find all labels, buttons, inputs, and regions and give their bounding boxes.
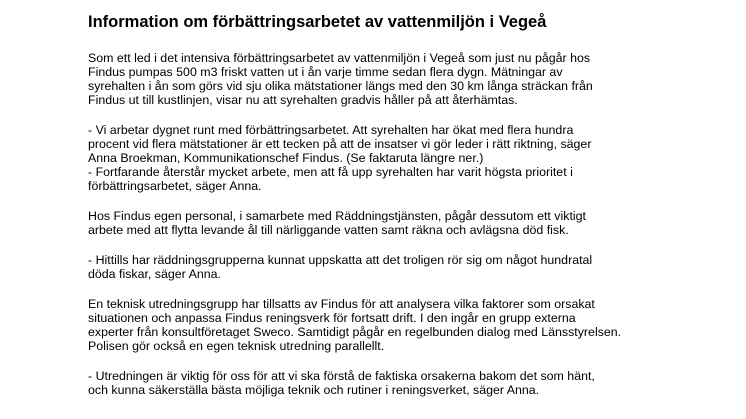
paragraph-investigation-quote (88, 369, 728, 397)
text-line: Som ett led i det intensiva förbättringsarbetet av vattenmiljön i Vegeå som just nu pågår hos (88, 51, 591, 65)
text-line: - Fortfarande återstår mycket arbete, men att få upp syrehalten har varit högsta prioritet i (88, 165, 573, 179)
paragraph-investigation (88, 297, 728, 353)
text-line: - Utredningen är viktig för oss för att vi ska förstå de faktiska orsakerna bakom det som hänt, (88, 369, 595, 383)
text-line: En teknisk utredningsgrupp har tillsatts av Findus för att analysera vilka faktorer som orsakat (88, 297, 595, 311)
text-line: syrehalten i ån som görs vid sju olika mätstationer längs med den 30 km långa sträckan från (88, 79, 593, 93)
text-line: - Hittills har räddningsgrupperna kunnat uppskatta att det troligen rör sig om något hundratal (88, 253, 593, 267)
text-line: Findus ut till kustlinjen, visar nu att syrehalten gradvis håller på att återhämtas. (88, 93, 518, 107)
text-line: procent vid flera mätstationer är ett tecken på att de insatser vi gör leder i rätt riktning, säger (88, 137, 592, 151)
text-line: situationen och anpassa Findus reningsverk för fortsatt drift. I den ingår en grupp externa (88, 311, 576, 325)
document-page (88, 12, 728, 413)
text-line: förbättringsarbetet, säger Anna. (88, 179, 262, 193)
paragraph-staff-work (88, 209, 728, 237)
text-line: experter från konsultföretaget Sweco. Samtidigt pågår en regelbunden dialog med Länsstyrelsen. (88, 325, 622, 339)
text-line: Findus pumpas 500 m3 friskt vatten ut i ån varje timme sedan flera dygn. Mätningar av (88, 65, 563, 79)
paragraph-quote-anna (88, 123, 728, 193)
paragraph-intro (88, 51, 728, 107)
text-line: Polisen gör också en egen teknisk utredning parallellt. (88, 339, 385, 353)
text-line: - Vi arbetar dygnet runt med förbättringsarbetet. Att syrehalten har ökat med flera hundra (88, 123, 574, 137)
text-line: Hos Findus egen personal, i samarbete med Räddningstjänsten, pågår dessutom ett viktigt (88, 209, 586, 223)
text-line: arbete med att flytta levande ål till närliggande vatten samt räkna och avlägsna död fisk. (88, 223, 569, 237)
text-line: döda fiskar, säger Anna. (88, 267, 221, 281)
text-line: och kunna säkerställa bästa möjliga teknik och rutiner i reningsverket, säger Anna. (88, 383, 540, 397)
paragraph-dead-fish (88, 253, 728, 281)
document-title: Information om förbättringsarbetet av vattenmiljön i Vegeå (88, 13, 547, 31)
text-line: Anna Broekman, Kommunikationschef Findus. (Se faktaruta längre ner.) (88, 151, 484, 165)
